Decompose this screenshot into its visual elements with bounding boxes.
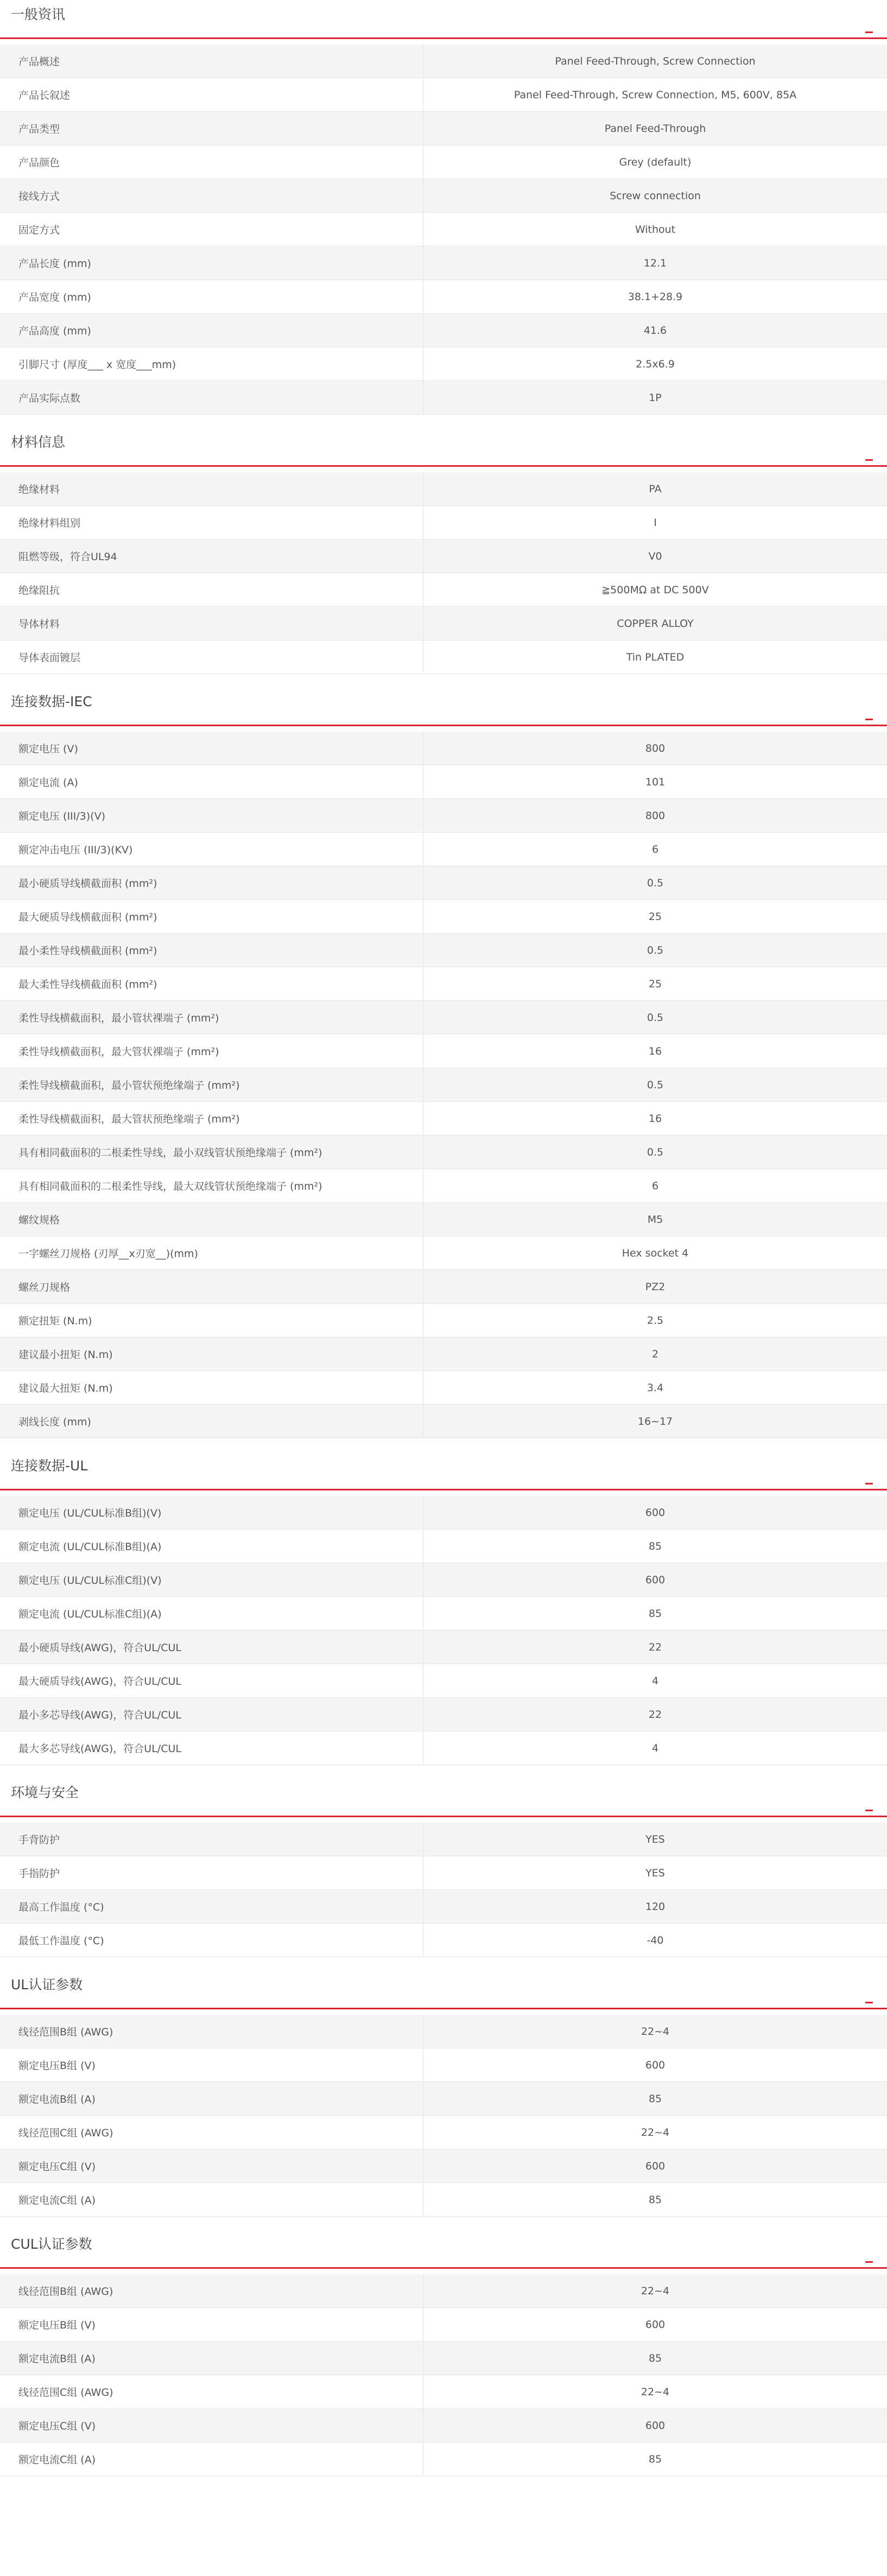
spec-value: 6 xyxy=(651,843,659,855)
spec-value: V0 xyxy=(648,550,662,562)
spec-label: 额定电压 (UL/CUL标准C组)(V) xyxy=(0,1563,423,1596)
spec-label: 螺丝刀规格 xyxy=(0,1270,423,1303)
spec-label: 最大多芯导线(AWG)，符合UL/CUL xyxy=(0,1731,423,1765)
spec-table xyxy=(0,1817,887,1957)
spec-label: 手背防护 xyxy=(0,1823,423,1856)
spec-value: -40 xyxy=(647,1934,664,1946)
spec-row xyxy=(0,112,887,145)
spec-value: ≧500MΩ at DC 500V xyxy=(601,583,709,596)
section-title: 一般资讯 xyxy=(11,7,66,22)
spec-value: 0.5 xyxy=(647,1146,664,1158)
spec-row xyxy=(0,1068,887,1102)
spec-row xyxy=(0,2116,887,2149)
spec-row xyxy=(0,246,887,280)
spec-label: 最小硬质导线(AWG)，符合UL/CUL xyxy=(0,1630,423,1664)
spec-value: 600 xyxy=(645,2059,666,2071)
spec-row xyxy=(0,607,887,640)
spec-row xyxy=(0,2274,887,2308)
spec-row xyxy=(0,833,887,866)
spec-value: 85 xyxy=(648,2092,662,2105)
spec-value: 600 xyxy=(645,1573,666,1586)
spec-row xyxy=(0,1405,887,1438)
section-header[interactable] xyxy=(0,1451,887,1490)
spec-row xyxy=(0,1664,887,1698)
spec-row xyxy=(0,1371,887,1405)
spec-value: Panel Feed-Through, Screw Connection, M5, 600V, 85A xyxy=(514,88,797,101)
spec-label: 额定电流 (UL/CUL标准B组)(A) xyxy=(0,1530,423,1563)
spec-label: 最低工作温度 (°C) xyxy=(0,1924,423,1957)
spec-row xyxy=(0,2048,887,2082)
spec-row xyxy=(0,179,887,213)
spec-value: Tin PLATED xyxy=(626,651,685,663)
spec-row xyxy=(0,1001,887,1035)
spec-row xyxy=(0,78,887,112)
spec-label: 剥线长度 (mm) xyxy=(0,1405,423,1438)
spec-value: YES xyxy=(645,1867,665,1879)
spec-label: 柔性导线横截面积，最大管状裸端子 (mm²) xyxy=(0,1035,423,1068)
spec-value: 22~4 xyxy=(641,2385,670,2398)
spec-value: COPPER ALLOY xyxy=(617,617,694,630)
spec-value: 85 xyxy=(648,2193,662,2206)
spec-value: 85 xyxy=(648,1540,662,1552)
spec-value: 6 xyxy=(651,1179,659,1192)
spec-label: 产品实际点数 xyxy=(0,381,423,414)
section-spacer xyxy=(0,415,887,428)
spec-label: 额定电压 (UL/CUL标准B组)(V) xyxy=(0,1496,423,1529)
spec-label: 额定电压 (III/3)(V) xyxy=(0,799,423,832)
spec-label: 手指防护 xyxy=(0,1856,423,1889)
spec-row xyxy=(0,1304,887,1337)
section-header[interactable] xyxy=(0,687,887,726)
spec-label: 固定方式 xyxy=(0,213,423,246)
spec-value: Grey (default) xyxy=(619,156,692,168)
spec-label: 阻燃等级，符合UL94 xyxy=(0,540,423,573)
spec-row xyxy=(0,1630,887,1664)
spec-row xyxy=(0,540,887,573)
spec-section xyxy=(0,0,887,428)
spec-row xyxy=(0,1496,887,1530)
spec-label: 柔性导线横截面积，最小管状预绝缘端子 (mm²) xyxy=(0,1068,423,1101)
spec-value: I xyxy=(654,516,657,529)
spec-row xyxy=(0,1236,887,1270)
spec-value: 4 xyxy=(651,1742,659,1754)
spec-table xyxy=(0,1490,887,1765)
section-spacer xyxy=(0,1957,887,1970)
minus-icon[interactable] xyxy=(865,1810,873,1811)
spec-row xyxy=(0,1169,887,1203)
spec-label: 额定电压B组 (V) xyxy=(0,2308,423,2341)
section-title: CUL认证参数 xyxy=(11,2236,92,2252)
spec-row xyxy=(0,765,887,799)
section-spacer xyxy=(0,2217,887,2230)
spec-value: YES xyxy=(645,1833,665,1845)
spec-row xyxy=(0,900,887,934)
spec-label: 额定电流B组 (A) xyxy=(0,2342,423,2375)
spec-value: 101 xyxy=(645,776,666,788)
spec-value: 2.5x6.9 xyxy=(636,358,675,370)
spec-value: Hex socket 4 xyxy=(622,1247,689,1259)
minus-icon[interactable] xyxy=(865,2261,873,2263)
spec-label: 额定电流 (UL/CUL标准C组)(A) xyxy=(0,1597,423,1630)
spec-label: 线径范围C组 (AWG) xyxy=(0,2375,423,2408)
spec-value: 85 xyxy=(648,1607,662,1620)
spec-label: 产品长叙述 xyxy=(0,78,423,111)
spec-row xyxy=(0,2409,887,2442)
spec-label: 最高工作温度 (°C) xyxy=(0,1890,423,1923)
spec-row xyxy=(0,145,887,179)
spec-row xyxy=(0,2342,887,2375)
spec-label: 额定电流C组 (A) xyxy=(0,2442,423,2476)
spec-row xyxy=(0,640,887,674)
spec-value: 16~17 xyxy=(637,1415,673,1427)
spec-label: 线径范围B组 (AWG) xyxy=(0,2274,423,2307)
spec-row xyxy=(0,347,887,381)
spec-row xyxy=(0,934,887,967)
spec-label: 产品长度 (mm) xyxy=(0,246,423,280)
spec-row xyxy=(0,1924,887,1957)
spec-table xyxy=(0,2269,887,2476)
spec-label: 具有相同截面积的二根柔性导线，最小双线管状预绝缘端子 (mm²) xyxy=(0,1135,423,1169)
spec-label: 产品颜色 xyxy=(0,145,423,179)
spec-row xyxy=(0,45,887,78)
spec-label: 引脚尺寸 (厚度___ x 宽度___mm) xyxy=(0,347,423,380)
spec-label: 额定电流 (A) xyxy=(0,765,423,798)
spec-row xyxy=(0,2308,887,2342)
spec-label: 最大硬质导线(AWG)，符合UL/CUL xyxy=(0,1664,423,1697)
spec-label: 螺纹规格 xyxy=(0,1203,423,1236)
spec-row xyxy=(0,280,887,314)
spec-label: 接线方式 xyxy=(0,179,423,212)
spec-value: 85 xyxy=(648,2352,662,2364)
spec-value: 0.5 xyxy=(647,1078,664,1091)
section-spacer xyxy=(0,674,887,687)
spec-value: PA xyxy=(649,483,662,495)
spec-value: 4 xyxy=(651,1674,659,1687)
spec-table xyxy=(0,467,887,674)
spec-row xyxy=(0,1597,887,1630)
section-title: 连接数据-UL xyxy=(11,1458,88,1474)
spec-row xyxy=(0,2183,887,2217)
spec-label: 绝缘阻抗 xyxy=(0,573,423,606)
section-title: UL认证参数 xyxy=(11,1977,83,1993)
spec-label: 线径范围C组 (AWG) xyxy=(0,2116,423,2149)
spec-label: 产品宽度 (mm) xyxy=(0,280,423,313)
spec-label: 绝缘材料 xyxy=(0,472,423,505)
spec-value: Panel Feed-Through xyxy=(604,122,706,135)
spec-label: 额定扭矩 (N.m) xyxy=(0,1304,423,1337)
spec-table xyxy=(0,2009,887,2217)
spec-value: 1P xyxy=(649,391,662,404)
spec-value: 22~4 xyxy=(641,2285,670,2297)
spec-label: 建议最小扭矩 (N.m) xyxy=(0,1337,423,1371)
spec-row xyxy=(0,1856,887,1890)
spec-value: 22~4 xyxy=(641,2025,670,2038)
spec-row xyxy=(0,1270,887,1304)
spec-row xyxy=(0,2442,887,2476)
spec-value: 41.6 xyxy=(643,324,667,337)
spec-value: PZ2 xyxy=(645,1280,666,1293)
section-header[interactable] xyxy=(0,2230,887,2269)
spec-label: 最大硬质导线横截面积 (mm²) xyxy=(0,900,423,933)
spec-row xyxy=(0,1203,887,1236)
spec-value: Panel Feed-Through, Screw Connection xyxy=(555,55,756,67)
spec-row xyxy=(0,314,887,347)
spec-value: 800 xyxy=(645,742,666,754)
minus-icon[interactable] xyxy=(865,1483,873,1484)
spec-value: 2.5 xyxy=(647,1314,664,1327)
minus-icon[interactable] xyxy=(865,2002,873,2003)
spec-value: 600 xyxy=(645,1506,666,1519)
spec-row xyxy=(0,573,887,607)
section-spacer xyxy=(0,1438,887,1451)
section-title: 材料信息 xyxy=(11,434,66,450)
spec-label: 建议最大扭矩 (N.m) xyxy=(0,1371,423,1404)
spec-label: 产品高度 (mm) xyxy=(0,314,423,347)
spec-value: 16 xyxy=(648,1112,662,1125)
spec-section xyxy=(0,687,887,1451)
spec-row xyxy=(0,213,887,246)
spec-section xyxy=(0,1451,887,1778)
spec-section xyxy=(0,428,887,687)
spec-label: 最大柔性导线横截面积 (mm²) xyxy=(0,967,423,1000)
spec-label: 柔性导线横截面积，最大管状预绝缘端子 (mm²) xyxy=(0,1102,423,1135)
spec-row xyxy=(0,1337,887,1371)
spec-label: 一字螺丝刀规格 (刃厚__x刃宽__)(mm) xyxy=(0,1236,423,1270)
spec-value: 600 xyxy=(645,2318,666,2331)
section-spacer xyxy=(0,1765,887,1778)
spec-row xyxy=(0,2082,887,2116)
spec-value: 600 xyxy=(645,2160,666,2172)
spec-value: 0.5 xyxy=(647,1011,664,1024)
spec-label: 产品类型 xyxy=(0,112,423,145)
spec-value: 22~4 xyxy=(641,2126,670,2139)
spec-row xyxy=(0,799,887,833)
section-header[interactable] xyxy=(0,0,887,39)
spec-row xyxy=(0,1890,887,1924)
spec-row xyxy=(0,732,887,765)
spec-label: 额定电压C组 (V) xyxy=(0,2149,423,2182)
spec-row xyxy=(0,1102,887,1135)
spec-row xyxy=(0,1698,887,1731)
spec-value: 2 xyxy=(651,1348,659,1360)
spec-table xyxy=(0,39,887,415)
spec-row xyxy=(0,1731,887,1765)
spec-value: M5 xyxy=(647,1213,663,1226)
spec-label: 产品概述 xyxy=(0,45,423,78)
spec-value: 0.5 xyxy=(647,944,664,956)
spec-label: 额定电压B组 (V) xyxy=(0,2048,423,2082)
section-title: 环境与安全 xyxy=(11,1785,79,1800)
spec-row xyxy=(0,1135,887,1169)
spec-row xyxy=(0,1823,887,1856)
spec-value: 600 xyxy=(645,2419,666,2432)
spec-row xyxy=(0,1563,887,1597)
spec-value: 0.5 xyxy=(647,877,664,889)
spec-section xyxy=(0,1778,887,1970)
spec-value: 3.4 xyxy=(647,1381,664,1394)
spec-value: 38.1+28.9 xyxy=(628,290,683,303)
spec-label: 柔性导线横截面积，最小管状裸端子 (mm²) xyxy=(0,1001,423,1034)
spec-value: 12.1 xyxy=(643,257,667,269)
spec-row xyxy=(0,1530,887,1563)
spec-row xyxy=(0,2015,887,2048)
spec-section xyxy=(0,1970,887,2230)
spec-row xyxy=(0,472,887,506)
spec-value: 85 xyxy=(648,2453,662,2465)
spec-label: 最小多芯导线(AWG)，符合UL/CUL xyxy=(0,1698,423,1731)
spec-row xyxy=(0,866,887,900)
spec-row xyxy=(0,967,887,1001)
spec-value: 22 xyxy=(648,1708,662,1721)
minus-icon[interactable] xyxy=(865,719,873,720)
spec-row xyxy=(0,1035,887,1068)
spec-value: 800 xyxy=(645,809,666,822)
spec-value: Without xyxy=(635,223,676,236)
spec-value: 22 xyxy=(648,1641,662,1653)
spec-label: 额定电压C组 (V) xyxy=(0,2409,423,2442)
spec-section xyxy=(0,2230,887,2489)
minus-icon[interactable] xyxy=(865,31,873,33)
section-title: 连接数据-IEC xyxy=(11,694,92,709)
spec-label: 最小柔性导线横截面积 (mm²) xyxy=(0,934,423,967)
spec-label: 额定电压 (V) xyxy=(0,732,423,765)
spec-label: 导体材料 xyxy=(0,607,423,640)
spec-label: 导体表面镀层 xyxy=(0,640,423,674)
spec-value: 25 xyxy=(648,910,662,923)
section-header[interactable] xyxy=(0,1970,887,2009)
spec-value: 16 xyxy=(648,1045,662,1057)
spec-label: 线径范围B组 (AWG) xyxy=(0,2015,423,2048)
minus-icon[interactable] xyxy=(865,459,873,461)
spec-label: 具有相同截面积的二根柔性导线，最大双线管状预绝缘端子 (mm²) xyxy=(0,1169,423,1202)
spec-label: 额定冲击电压 (III/3)(KV) xyxy=(0,833,423,866)
spec-row xyxy=(0,2149,887,2183)
section-header[interactable] xyxy=(0,428,887,467)
spec-label: 绝缘材料组别 xyxy=(0,506,423,539)
spec-table xyxy=(0,726,887,1438)
spec-value: Screw connection xyxy=(610,189,701,202)
spec-label: 额定电流C组 (A) xyxy=(0,2183,423,2216)
spec-value: 25 xyxy=(648,978,662,990)
spec-label: 最小硬质导线横截面积 (mm²) xyxy=(0,866,423,899)
spec-label: 额定电流B组 (A) xyxy=(0,2082,423,2115)
spec-row xyxy=(0,2375,887,2409)
section-spacer xyxy=(0,2476,887,2489)
section-header[interactable] xyxy=(0,1778,887,1817)
spec-value: 120 xyxy=(645,1900,666,1913)
spec-row xyxy=(0,506,887,540)
spec-row xyxy=(0,381,887,415)
